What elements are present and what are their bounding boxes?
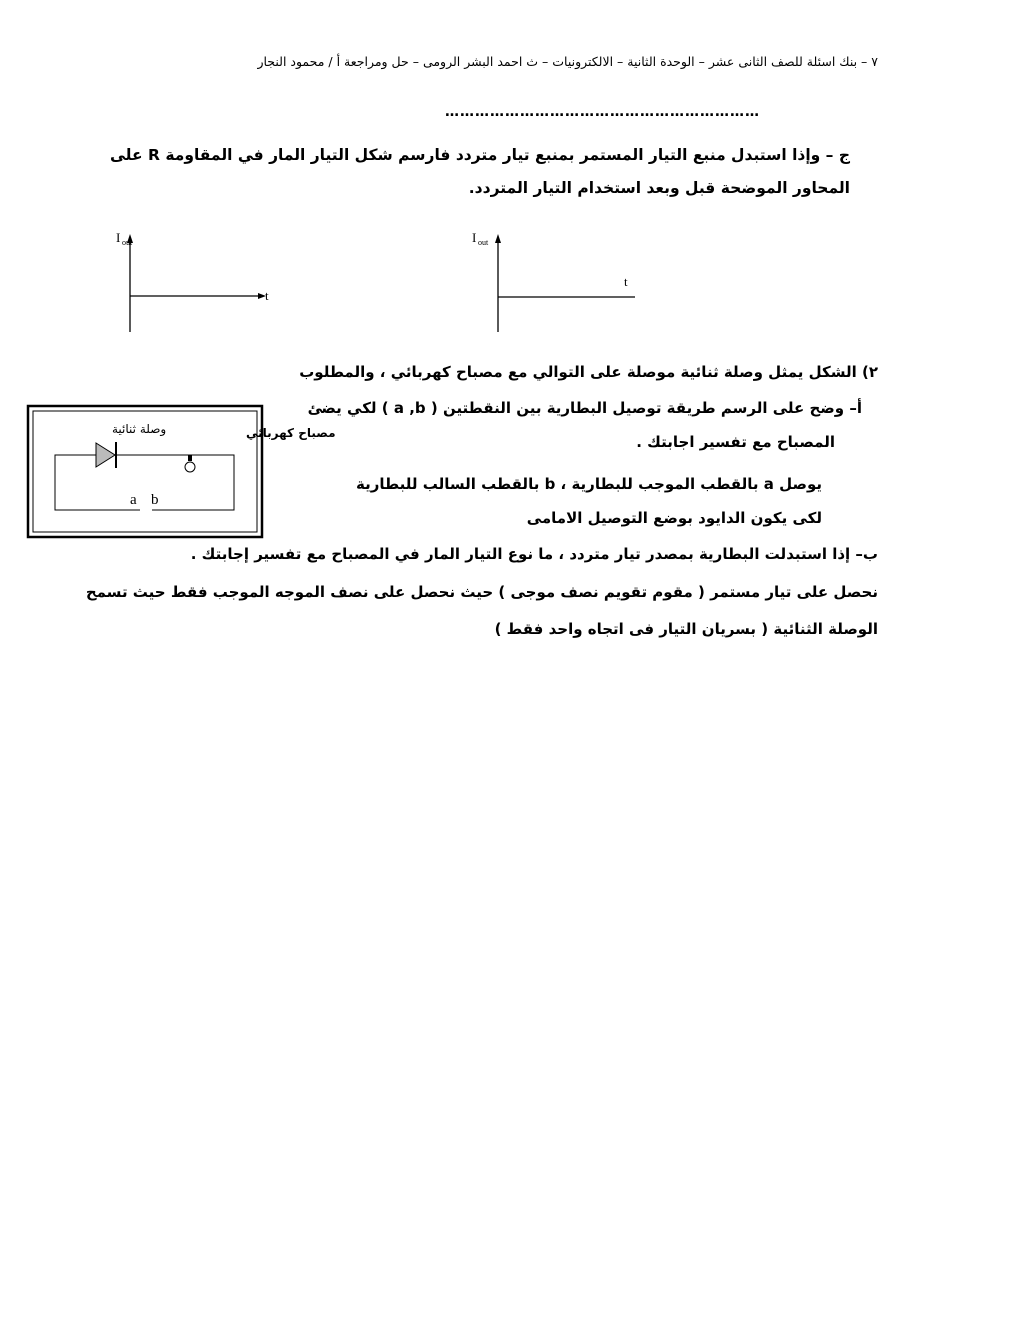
x-axis-label: t bbox=[265, 288, 269, 303]
answer-2b-line1: نحصل على تيار مستمر ( مقوم تقويم نصف موجى ) حيث نحصل على نصف الموجه الموجب فقط حيث تسمح bbox=[85, 583, 878, 601]
y-axis-label: I bbox=[472, 230, 477, 245]
question-2a-line1: أ– وضح على الرسم طريقة توصيل البطارية بين النقطتين ( a ,b ) لكي يضئ bbox=[307, 399, 862, 417]
diode-icon bbox=[96, 442, 116, 468]
question-2a-line2: المصباح مع تفسير اجابتك . bbox=[636, 433, 835, 451]
question-c-line1: ج – وإذا استبدل منبع التيار المستمر بمنبع تيار متردد فارسم شكل التيار المار في المقاومة R على bbox=[109, 146, 850, 164]
answer-2a-line1: يوصل a بالقطب الموجب للبطارية ، b بالقطب السالب للبطارية bbox=[356, 475, 822, 493]
answer-dots: ……………………………………………………… bbox=[445, 104, 760, 120]
svg-text:out: out bbox=[478, 238, 489, 247]
point-a: a bbox=[130, 492, 137, 508]
y-axis-label: I bbox=[116, 230, 121, 245]
answer-2b-line2: الوصلة الثنائية ( بسريان التيار فى اتجاه واحد فقط ) bbox=[494, 620, 878, 638]
page-header: ٧ – بنك اسئلة للصف الثانى عشر – الوحدة الثانية – الالكترونيات – ث احمد البشر الرومى – حل ومراجعة أ / محمود النجار bbox=[257, 54, 878, 69]
question-2b: ب– إذا استبدلت البطارية بمصدر تيار متردد ، ما نوع التيار المار في المصباح مع تفسير إجابتك . bbox=[190, 545, 878, 563]
question-2-intro: ٢) الشكل يمثل وصلة ثنائية موصلة على التوالي مع مصباح كهربائي ، والمطلوب bbox=[299, 363, 878, 381]
diode-label: وصلة ثنائية bbox=[112, 422, 167, 436]
point-b: b bbox=[151, 492, 159, 508]
circuit-diagram bbox=[28, 406, 336, 537]
answer-2a-line2: لكى يكون الدايود بوضع التوصيل الامامى bbox=[526, 509, 822, 527]
lamp-icon bbox=[185, 455, 195, 472]
graph-before bbox=[116, 230, 269, 332]
lamp-label: مصباح كهربائي bbox=[246, 426, 336, 440]
svg-text:out: out bbox=[122, 238, 133, 247]
question-c-line2: المحاور الموضحة قبل وبعد استخدام التيار المتردد. bbox=[468, 179, 850, 197]
x-axis-label: t bbox=[624, 274, 628, 289]
graph-after bbox=[472, 230, 635, 332]
